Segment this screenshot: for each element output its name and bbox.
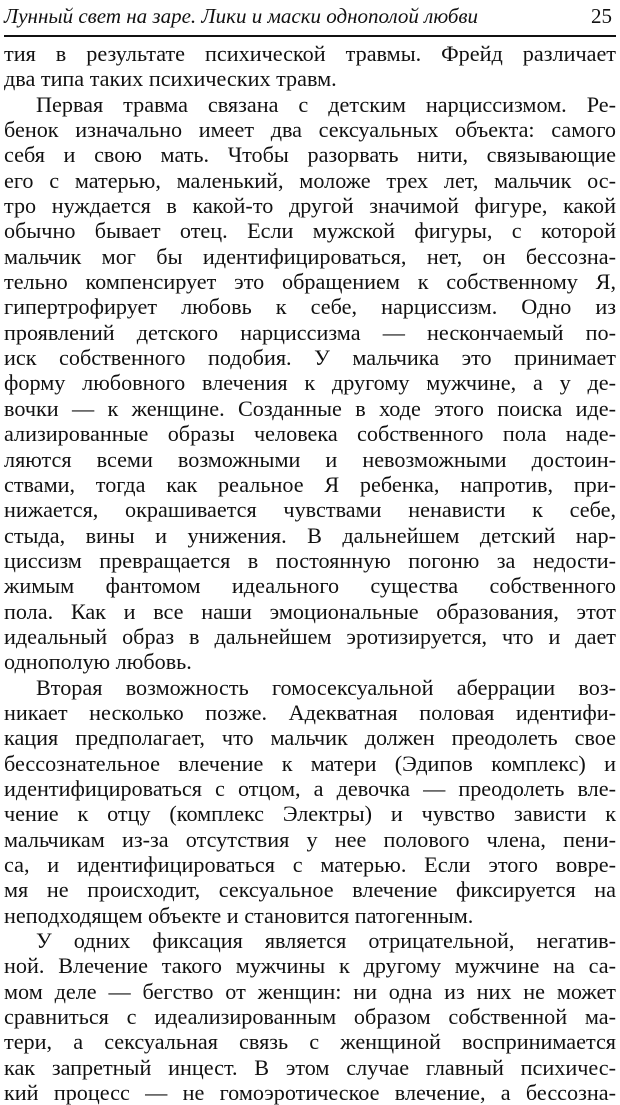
text-line: ствами, тогда как реальное Я ребенка, напротив, при- <box>4 471 616 497</box>
text-line: форму любовного влечения к другому мужчине, а у де- <box>4 370 616 396</box>
body-text <box>4 41 616 1105</box>
text-line: нижается, окрашивается чувствами ненависти к себе, <box>4 497 616 523</box>
text-line: два типа таких психических травм. <box>4 66 337 92</box>
text-line: однополую любовь. <box>4 649 192 675</box>
text-line: идентифицироваться с отцом, а девочка — преодолеть вле- <box>4 775 616 801</box>
text-line: иск собственного подобия. У мальчика это принимает <box>4 345 616 371</box>
text-line: тро нуждается в какой-то другой значимой фигуре, какой <box>4 193 616 219</box>
text-line: мальчик мог бы идентифицироваться, нет, он бессозна- <box>4 243 616 269</box>
text-line: бенок изначально имеет два сексуальных объекта: самого <box>4 117 616 143</box>
text-line: У одних фиксация является отрицательной, негатив- <box>36 928 616 954</box>
text-line: обычно бывает отец. Если мужской фигуры, с которой <box>4 218 616 244</box>
text-line: кация предполагает, что мальчик должен преодолеть свое <box>4 725 616 751</box>
text-line: мальчикам из-за отсутствия у нее полового члена, пени- <box>4 826 616 852</box>
text-line: чение к отцу (комплекс Электры) и чувство зависти к <box>4 801 616 827</box>
text-line: Вторая возможность гомосексуальной аберрации воз- <box>36 674 616 700</box>
page-number: 25 <box>591 4 612 28</box>
text-line: ляются всеми возможными и невозможными достоин- <box>4 446 616 472</box>
text-line: ной. Влечение такого мужчины к другому мужчине на са- <box>4 953 616 979</box>
text-line: идеальный образ в дальнейшем эротизируется, что и дает <box>4 623 616 649</box>
header-rule <box>4 35 616 37</box>
text-line: как запретный инцест. В этом случае главный психичес- <box>4 1054 616 1080</box>
text-line: циссизм превращается в постоянную погоню за недости- <box>4 547 616 573</box>
text-line: ализированные образы человека собственного пола наде- <box>4 421 616 447</box>
text-line: мя не происходит, сексуальное влечение фиксируется на <box>4 877 616 903</box>
running-head <box>4 2 612 32</box>
text-line: его с матерью, маленький, моложе трех лет, мальчик ос- <box>4 167 616 193</box>
text-line: тери, а сексуальная связь с женщиной воспринимается <box>4 1029 616 1055</box>
text-line: жимым фантомом идеального существа собственного <box>4 573 616 599</box>
text-line: Первая травма связана с детским нарциссизмом. Ре- <box>36 91 616 117</box>
text-line: кий процесс — не гомоэротическое влечение, а бессозна- <box>4 1080 616 1105</box>
text-line: гипертрофирует любовь к себе, нарциссизм. Одно из <box>4 294 616 320</box>
text-line: са, и идентифицироваться с матерью. Если этого вовре- <box>4 852 616 877</box>
text-line: никает несколько позже. Адекватная половая идентифи- <box>4 699 616 725</box>
running-title: Лунный свет на заре. Лики и маски однополой любви <box>4 4 479 28</box>
text-line: тия в результате психической травмы. Фрейд различает <box>4 41 616 66</box>
text-line: тельно компенсирует это обращением к собственному Я, <box>4 269 616 295</box>
text-line: мом деле — бегство от женщин: ни одна из них не может <box>4 978 616 1004</box>
text-line: бессознательное влечение к матери (Эдипов комплекс) и <box>4 750 616 776</box>
text-line: стыда, вины и унижения. В дальнейшем детский нар- <box>4 522 616 548</box>
text-line: проявлений детского нарциссизма — нескончаемый по- <box>4 319 616 345</box>
text-line: вочки — к женщине. Созданные в ходе этого поиска иде- <box>4 395 616 421</box>
text-line: пола. Как и все наши эмоциональные образования, этот <box>4 598 616 624</box>
text-line: неподходящем объекте и становится патогенным. <box>4 902 474 928</box>
text-line: сравниться с идеализированным образом собственной ма- <box>4 1004 616 1030</box>
text-line: себя и свою мать. Чтобы разорвать нити, связывающие <box>4 142 616 168</box>
